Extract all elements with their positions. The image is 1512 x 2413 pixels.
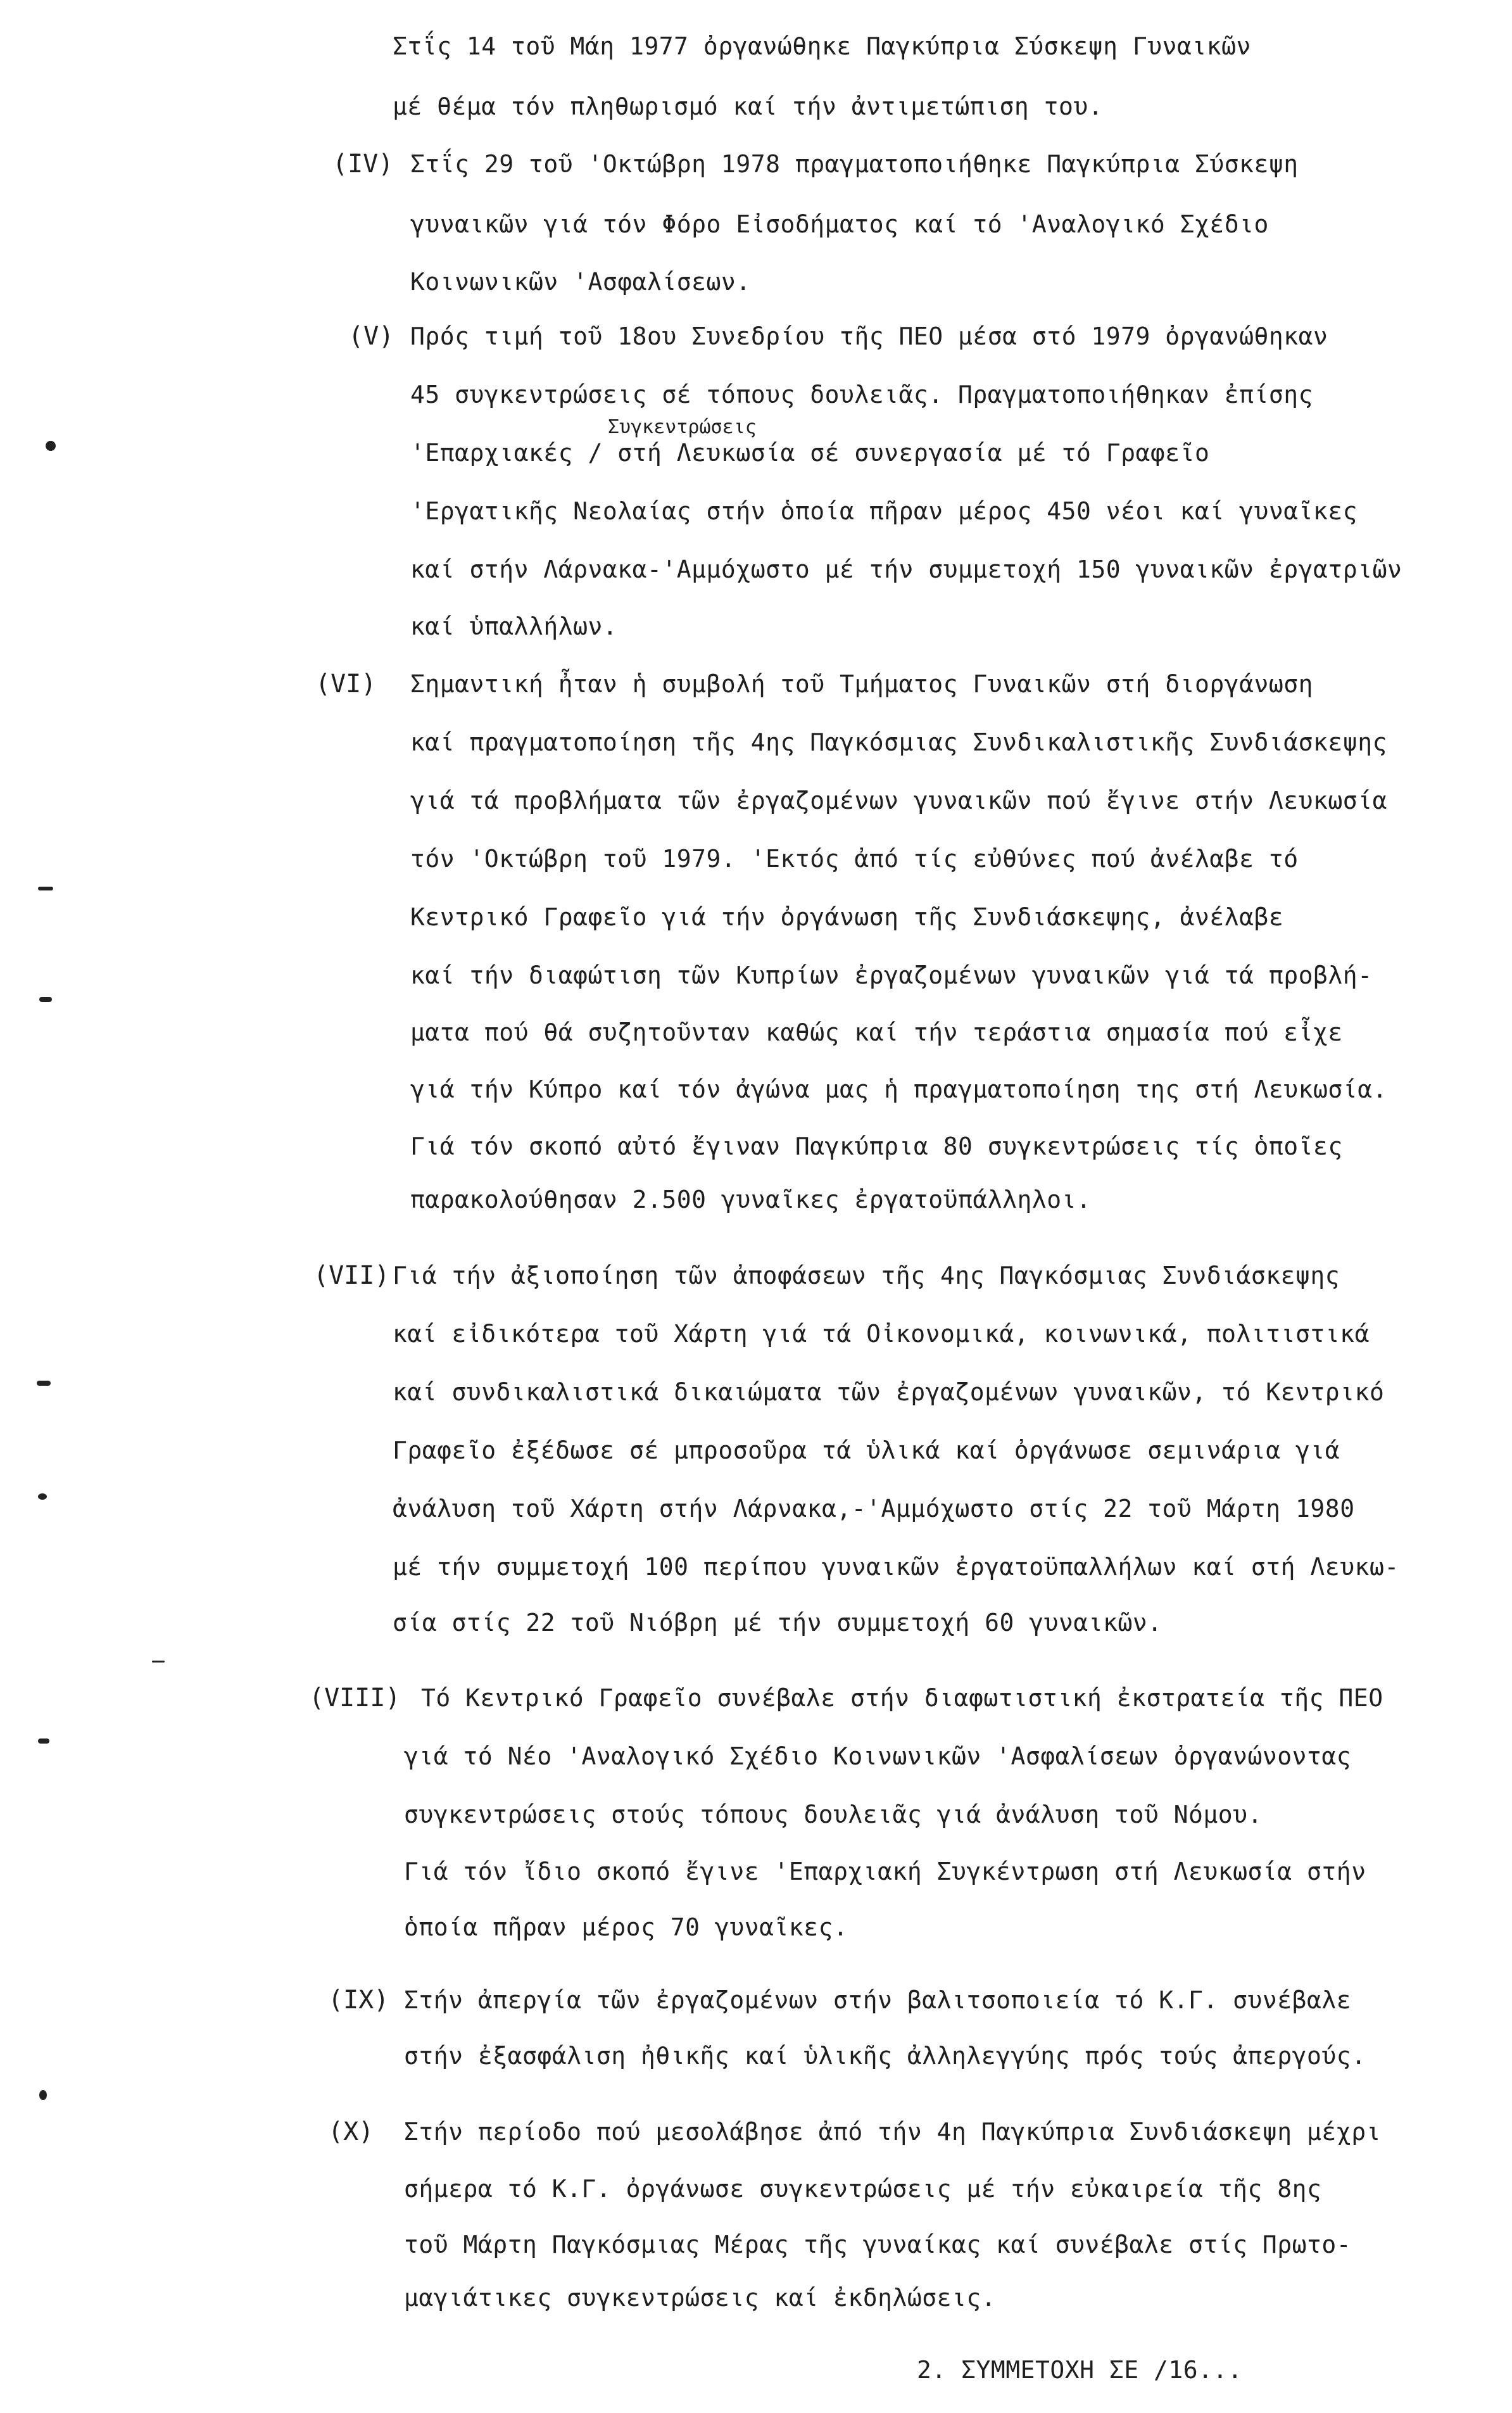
item-vii-line: σία στίς 22 τοῦ Νιόβρη μέ τήν συμμετοχή 60 γυναικῶν. — [393, 1609, 1162, 1637]
item-vi-line: Κεντρικό Γραφεῖο γιά τήν ὀργάνωση τῆς Συνδιάσκεψης, ἀνέλαβε — [410, 903, 1284, 931]
item-marker-iv: (IV) — [332, 149, 394, 179]
item-vi-line: γιά τά προβλήματα τῶν ἐργαζομένων γυναικῶν πού ἔγινε στήν Λευκωσία — [410, 787, 1387, 814]
item-marker-vi: (VI) — [315, 669, 377, 699]
item-v-line: 'Επαρχιακές / στή Λευκωσία σέ συνεργασία μέ τό Γραφεῖο — [410, 439, 1210, 467]
item-vi-line: τόν 'Οκτώβρη τοῦ 1979. 'Εκτός ἀπό τίς εὐθύνες πού ἀνέλαβε τό — [410, 845, 1299, 873]
item-viii-line: γιά τό Νέο 'Αναλογικό Σχέδιο Κοινωνικῶν 'Ασφαλίσεων ὀργανώνοντας — [404, 1742, 1352, 1770]
scan-speck — [152, 1661, 165, 1662]
item-vii-line: Γραφεῖο ἐξέδωσε σέ μπροσοῦρα τά ὑλικά καί ὀργάνωσε σεμινάρια γιά — [393, 1436, 1340, 1464]
item-viii-line: Τό Κεντρικό Γραφεῖο συνέβαλε στήν διαφωτιστική ἐκστρατεία τῆς ΠΕΟ — [421, 1684, 1383, 1712]
intro-line: Στΐς 14 τοῦ Μάη 1977 ὀργανώθηκε Παγκύπρια Σύσκεψη Γυναικῶν — [393, 32, 1251, 60]
scan-speck — [39, 2090, 47, 2100]
scan-speck — [38, 1738, 49, 1744]
item-vii-line: Γιά τήν ἀξιοποίηση τῶν ἀποφάσεων τῆς 4ης Παγκόσμιας Συνδιάσκεψης — [393, 1262, 1340, 1289]
item-marker-x: (X) — [328, 2117, 374, 2146]
scan-speck — [38, 1493, 47, 1500]
item-v-line: Πρός τιμή τοῦ 18ου Συνεδρίου τῆς ΠΕΟ μέσα στό 1979 ὀργανώθηκαν — [410, 322, 1328, 350]
item-marker-ix: (IX) — [328, 1986, 389, 2015]
scan-speck — [37, 1381, 51, 1386]
item-vi-line: γιά τήν Κύπρο καί τόν ἀγώνα μας ἡ πραγματοποίηση της στή Λευκωσία. — [410, 1075, 1387, 1103]
item-vii-line: καί συνδικαλιστικά δικαιώματα τῶν ἐργαζομένων γυναικῶν, τό Κεντρικό — [393, 1378, 1385, 1406]
item-x-line: τοῦ Μάρτη Παγκόσμιας Μέρας τῆς γυναίκας καί συνέβαλε στίς Πρωτο- — [404, 2231, 1352, 2258]
scan-speck — [38, 887, 53, 890]
item-iv-line: Στΐς 29 τοῦ 'Οκτώβρη 1978 πραγματοποιήθηκε Παγκύπρια Σύσκεψη — [410, 150, 1299, 178]
scan-speck — [39, 997, 52, 1002]
item-v-line: 45 συγκεντρώσεις σέ τόπους δουλειᾶς. Πραγματοποιήθηκαν ἐπίσης — [410, 381, 1314, 408]
item-v-insertion: Συγκεντρώσεις — [608, 416, 757, 438]
item-vii-line: μέ τήν συμμετοχή 100 περίπου γυναικῶν ἐργατοϋπαλλήλων καί στή Λευκω- — [393, 1553, 1399, 1581]
item-marker-viii: (VIII) — [309, 1683, 401, 1713]
item-vi-line: καί πραγματοποίηση τῆς 4ης Παγκόσμιας Συνδικαλιστικῆς Συνδιάσκεψης — [410, 728, 1387, 756]
item-x-line: μαγιάτικες συγκεντρώσεις καί ἐκδηλώσεις. — [404, 2284, 997, 2312]
item-vii-line: καί εἰδικότερα τοῦ Χάρτη γιά τά Οἰκονομικά, κοινωνικά, πολιτιστικά — [393, 1320, 1370, 1348]
intro-line: μέ θέμα τόν πληθωρισμό καί τήν ἀντιμετώπιση του. — [393, 92, 1104, 120]
item-x-line: σήμερα τό Κ.Γ. ὀργάνωσε συγκεντρώσεις μέ τήν εὐκαιρεία τῆς 8ης — [404, 2175, 1322, 2203]
item-vi-line: ματα πού θά συζητοῦνταν καθώς καί τήν τεράστια σημασία πού εἶχε — [410, 1018, 1343, 1046]
item-vii-line: ἀνάλυση τοῦ Χάρτη στήν Λάρνακα,-'Αμμόχωστο στίς 22 τοῦ Μάρτη 1980 — [393, 1495, 1355, 1523]
item-x-line: Στήν περίοδο πού μεσολάβησε ἀπό τήν 4η Παγκύπρια Συνδιάσκεψη μέχρι — [404, 2118, 1381, 2146]
item-v-line: 'Εργατικῆς Νεολαίας στήν ὁποία πῆραν μέρος 450 νέοι καί γυναῖκες — [410, 497, 1358, 525]
scan-speck — [46, 441, 56, 451]
item-vi-line: Γιά τόν σκοπό αὐτό ἔγιναν Παγκύπρια 80 συγκεντρώσεις τίς ὁποῖες — [410, 1132, 1343, 1160]
item-vi-line: Σημαντική ἦταν ἡ συμβολή τοῦ Τμήματος Γυναικῶν στή διοργάνωση — [410, 670, 1314, 698]
item-ix-line: Στήν ἀπεργία τῶν ἐργαζομένων στήν βαλιτσοποιεία τό Κ.Γ. συνέβαλε — [404, 1986, 1352, 2014]
item-v-line: καί ὑπαλλήλων. — [410, 612, 618, 640]
item-iv-line: γυναικῶν γιά τόν Φόρο Εἰσοδήματος καί τό 'Αναλογικό Σχέδιο — [410, 210, 1269, 238]
item-viii-line: Γιά τόν ἴδιο σκοπό ἔγινε 'Επαρχιακή Συγκέντρωση στή Λευκωσία στήν — [404, 1858, 1366, 1885]
item-viii-line: συγκεντρώσεις στούς τόπους δουλειᾶς γιά ἀνάλυση τοῦ Νόμου. — [404, 1801, 1263, 1828]
page-continuation: 2. ΣΥΜΜΕΤΟΧΗ ΣΕ /16... — [917, 2356, 1243, 2384]
item-viii-line: ὁποία πῆραν μέρος 70 γυναῖκες. — [404, 1913, 848, 1941]
item-ix-line: στήν ἐξασφάλιση ἠθικῆς καί ὑλικῆς ἀλληλεγγύης πρός τούς ἀπεργούς. — [404, 2042, 1366, 2070]
item-vi-line: καί τήν διαφώτιση τῶν Κυπρίων ἐργαζομένων γυναικῶν γιά τά προβλή- — [410, 961, 1373, 989]
item-marker-v: (V) — [348, 322, 394, 351]
item-marker-vii: (VII) — [313, 1261, 390, 1290]
item-v-line: καί στήν Λάρνακα-'Αμμόχωστο μέ τήν συμμετοχή 150 γυναικῶν ἐργατριῶν — [410, 555, 1402, 583]
item-vi-line: παρακολούθησαν 2.500 γυναῖκες ἐργατοϋπάλληλοι. — [410, 1186, 1092, 1213]
item-iv-line: Κοινωνικῶν 'Ασφαλίσεων. — [410, 268, 751, 296]
